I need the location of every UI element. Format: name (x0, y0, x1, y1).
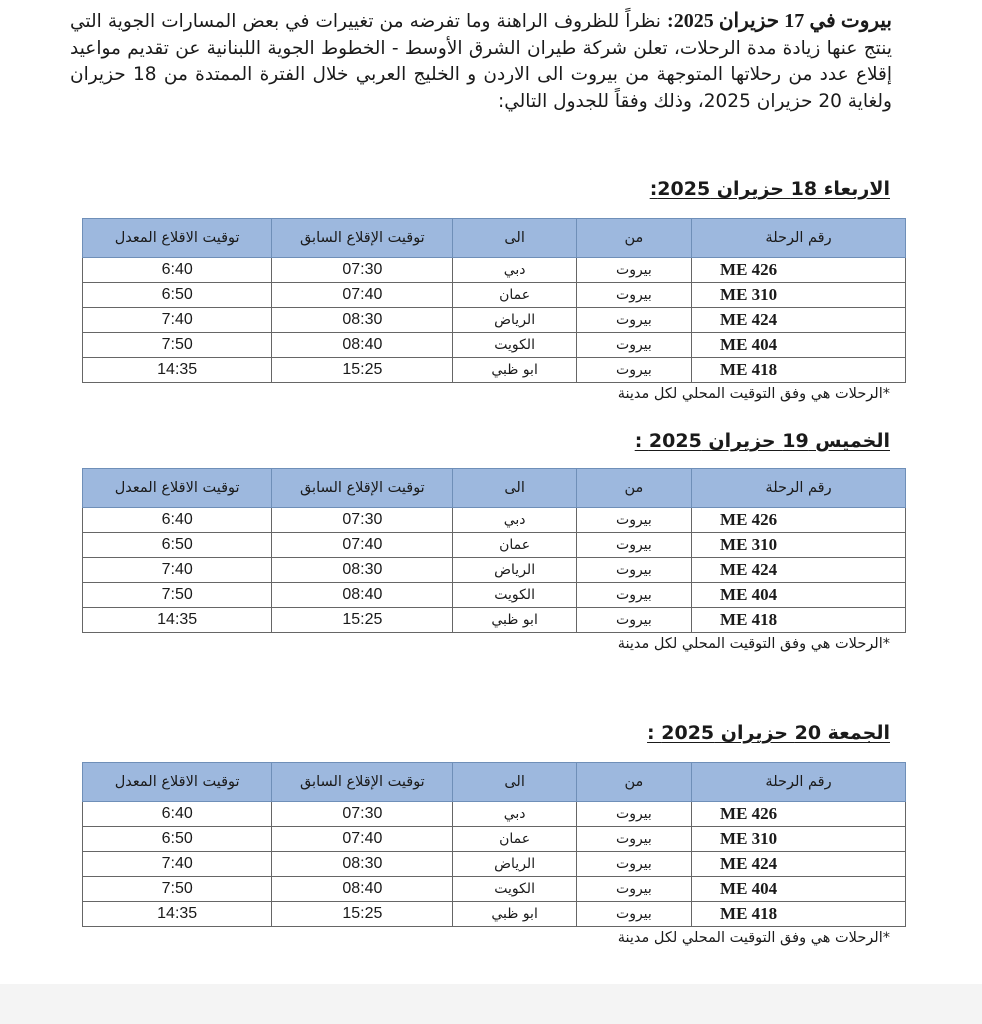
cell-flight: ME 404 (692, 583, 906, 608)
table-row (83, 508, 906, 533)
cell-from: بيروت (576, 358, 691, 383)
cell-from: بيروت (576, 333, 691, 358)
cell-new-time: 6:40 (83, 258, 272, 283)
col-new-time: توقيت الاقلاع المعدل (83, 219, 272, 258)
cell-from: بيروت (576, 508, 691, 533)
cell-from: بيروت (576, 827, 691, 852)
cell-flight: ME 424 (692, 558, 906, 583)
cell-flight: ME 404 (692, 333, 906, 358)
col-flight-number: رقم الرحلة (692, 469, 906, 508)
cell-previous-time: 08:30 (272, 558, 453, 583)
cell-from: بيروت (576, 608, 691, 633)
cell-flight: ME 426 (692, 802, 906, 827)
cell-to: الرياض (453, 852, 576, 877)
cell-to: الكويت (453, 333, 576, 358)
cell-to: الرياض (453, 308, 576, 333)
section-heading-wednesday: الاربعاء 18 حزيران 2025: (649, 178, 890, 200)
table-header-row (83, 763, 906, 802)
cell-new-time: 6:50 (83, 827, 272, 852)
col-previous-time: توقيت الإقلاع السابق (272, 763, 453, 802)
cell-to: الرياض (453, 558, 576, 583)
table-row (83, 358, 906, 383)
cell-flight: ME 424 (692, 308, 906, 333)
cell-previous-time: 15:25 (272, 902, 453, 927)
cell-to: الكويت (453, 583, 576, 608)
col-to: الى (453, 763, 576, 802)
cell-new-time: 6:40 (83, 508, 272, 533)
cell-to: ابو ظبي (453, 902, 576, 927)
col-from: من (576, 219, 691, 258)
cell-to: دبي (453, 508, 576, 533)
bottom-margin (0, 984, 982, 1024)
cell-flight: ME 424 (692, 852, 906, 877)
cell-from: بيروت (576, 877, 691, 902)
local-time-note: *الرحلات هي وفق التوقيت المحلي لكل مدينة (617, 930, 890, 946)
intro-body: نظراً للظروف الراهنة وما تفرضه من تغييرات في بعض المسارات الجوية التي ينتج عنها زيادة مدة الرحلات، تعلن شركة طيران الشرق الأوسط - الخطوط الجوية اللبنانية عن تقديم مواعيد إقلاع عدد من رحلاتها المتوجهة من بيروت الى الاردن و الخليج العربي خلال الفترة الممتدة من 18 حزيران ولغاية 20 حزيران 2025، وذلك وفقاً للجدول التالي: (70, 11, 892, 112)
cell-new-time: 14:35 (83, 358, 272, 383)
col-new-time: توقيت الاقلاع المعدل (83, 763, 272, 802)
cell-new-time: 6:50 (83, 283, 272, 308)
cell-new-time: 7:40 (83, 852, 272, 877)
cell-to: ابو ظبي (453, 608, 576, 633)
col-previous-time: توقيت الإقلاع السابق (272, 219, 453, 258)
cell-previous-time: 08:40 (272, 877, 453, 902)
cell-previous-time: 07:30 (272, 802, 453, 827)
schedule-table-friday (82, 762, 906, 927)
cell-from: بيروت (576, 802, 691, 827)
table-row (83, 333, 906, 358)
table-row (83, 258, 906, 283)
cell-new-time: 7:50 (83, 333, 272, 358)
table-row (83, 902, 906, 927)
cell-previous-time: 07:30 (272, 508, 453, 533)
cell-previous-time: 07:40 (272, 827, 453, 852)
cell-new-time: 6:40 (83, 802, 272, 827)
col-from: من (576, 763, 691, 802)
cell-flight: ME 310 (692, 827, 906, 852)
cell-new-time: 7:40 (83, 558, 272, 583)
cell-previous-time: 08:30 (272, 852, 453, 877)
col-flight-number: رقم الرحلة (692, 763, 906, 802)
cell-to: عمان (453, 827, 576, 852)
cell-new-time: 7:50 (83, 877, 272, 902)
cell-previous-time: 15:25 (272, 358, 453, 383)
cell-to: عمان (453, 533, 576, 558)
table-row (83, 558, 906, 583)
cell-new-time: 7:50 (83, 583, 272, 608)
cell-to: ابو ظبي (453, 358, 576, 383)
col-to: الى (453, 219, 576, 258)
cell-from: بيروت (576, 533, 691, 558)
cell-to: عمان (453, 283, 576, 308)
col-flight-number: رقم الرحلة (692, 219, 906, 258)
cell-to: دبي (453, 802, 576, 827)
cell-previous-time: 08:30 (272, 308, 453, 333)
table-row (83, 852, 906, 877)
cell-to: الكويت (453, 877, 576, 902)
section-heading-friday: الجمعة 20 حزيران 2025 : (647, 722, 890, 744)
table-row (83, 608, 906, 633)
table-row (83, 308, 906, 333)
cell-from: بيروت (576, 583, 691, 608)
cell-flight: ME 426 (692, 508, 906, 533)
cell-previous-time: 07:30 (272, 258, 453, 283)
table-row (83, 533, 906, 558)
col-previous-time: توقيت الإقلاع السابق (272, 469, 453, 508)
section-heading-thursday: الخميس 19 حزيران 2025 : (634, 430, 890, 452)
cell-from: بيروت (576, 308, 691, 333)
cell-flight: ME 418 (692, 608, 906, 633)
local-time-note: *الرحلات هي وفق التوقيت المحلي لكل مدينة (617, 386, 890, 402)
cell-flight: ME 418 (692, 358, 906, 383)
intro-lead: بيروت في 17 حزيران 2025: (667, 10, 892, 32)
cell-new-time: 6:50 (83, 533, 272, 558)
local-time-note: *الرحلات هي وفق التوقيت المحلي لكل مدينة (617, 636, 890, 652)
cell-new-time: 14:35 (83, 902, 272, 927)
cell-to: دبي (453, 258, 576, 283)
table-row (83, 877, 906, 902)
table-row (83, 802, 906, 827)
cell-flight: ME 310 (692, 283, 906, 308)
col-to: الى (453, 469, 576, 508)
cell-from: بيروت (576, 283, 691, 308)
schedule-table-wednesday (82, 218, 906, 383)
intro-paragraph (70, 8, 892, 115)
cell-flight: ME 310 (692, 533, 906, 558)
col-new-time: توقيت الاقلاع المعدل (83, 469, 272, 508)
table-row (83, 827, 906, 852)
cell-previous-time: 08:40 (272, 333, 453, 358)
cell-previous-time: 15:25 (272, 608, 453, 633)
cell-from: بيروت (576, 852, 691, 877)
cell-flight: ME 404 (692, 877, 906, 902)
cell-from: بيروت (576, 558, 691, 583)
cell-flight: ME 426 (692, 258, 906, 283)
table-header-row (83, 219, 906, 258)
table-row (83, 283, 906, 308)
cell-previous-time: 07:40 (272, 533, 453, 558)
cell-from: بيروت (576, 258, 691, 283)
cell-previous-time: 08:40 (272, 583, 453, 608)
table-header-row (83, 469, 906, 508)
col-from: من (576, 469, 691, 508)
cell-new-time: 14:35 (83, 608, 272, 633)
cell-flight: ME 418 (692, 902, 906, 927)
cell-new-time: 7:40 (83, 308, 272, 333)
cell-from: بيروت (576, 902, 691, 927)
table-row (83, 583, 906, 608)
schedule-table-thursday (82, 468, 906, 633)
cell-previous-time: 07:40 (272, 283, 453, 308)
